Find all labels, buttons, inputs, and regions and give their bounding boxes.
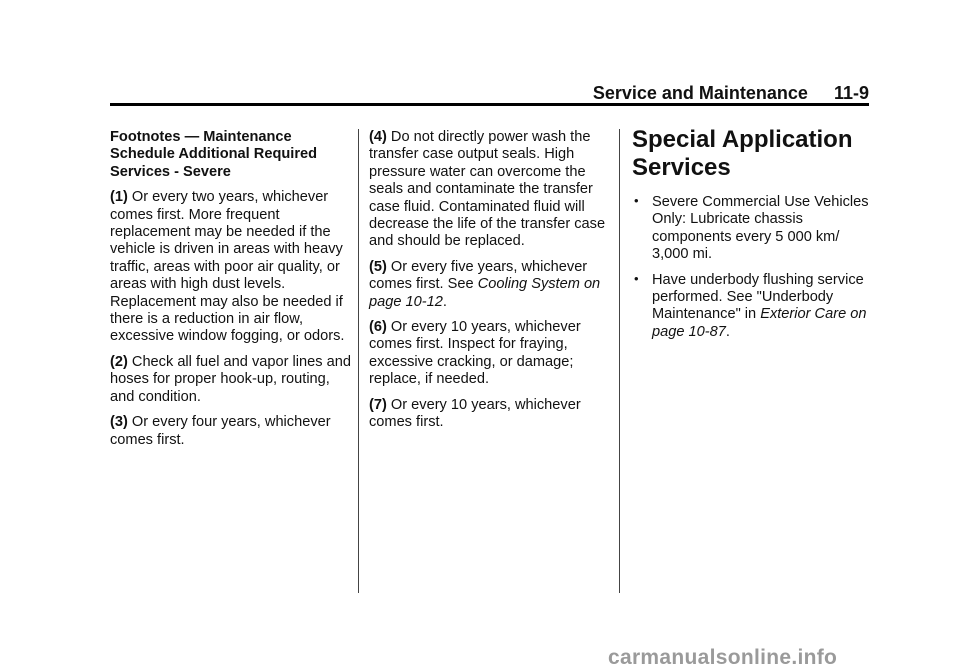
footnote-text: Or every 10 years, whichever comes first. <box>369 396 581 431</box>
footnote-number: (3) <box>110 414 128 431</box>
bullet-icon: • <box>634 270 639 286</box>
footnote-2 <box>110 354 355 406</box>
section-title-header: Service and Maintenance <box>592 83 808 103</box>
footnote-number: (2) <box>110 353 128 370</box>
footnote-text: Check all fuel and vapor lines and hoses for proper hook-up, routing, and condition. <box>110 353 351 405</box>
footnote-number: (5) <box>369 258 387 275</box>
services-list <box>632 194 872 341</box>
cross-reference-link[interactable]: Cooling System on page 10-12 <box>369 276 601 310</box>
page-header <box>110 82 869 104</box>
footnote-number: (4) <box>369 129 387 145</box>
column-2 <box>369 129 611 440</box>
footnotes-heading: Footnotes — Maintenance Schedule Additional Required Services - Severe <box>110 129 318 180</box>
page-number: 11-9 <box>833 83 869 103</box>
footnote-6 <box>369 319 611 389</box>
column-divider-1 <box>358 129 359 593</box>
header-rule <box>110 103 869 106</box>
footnote-3 <box>110 414 355 449</box>
column-3 <box>632 126 872 349</box>
column-divider-2 <box>619 129 620 593</box>
footnote-text: Or every 10 years, whichever comes first. Inspect for fraying, excessive cracking, or damage; replace, if needed. <box>369 319 581 388</box>
bullet-icon: • <box>634 193 639 208</box>
footnote-text: Or every four years, whichever comes first. <box>110 414 331 448</box>
footnote-1 <box>110 189 355 346</box>
footnote-number: (6) <box>369 319 387 336</box>
footnote-number: (1) <box>110 189 128 206</box>
column-1 <box>110 129 355 457</box>
footnote-number: (7) <box>369 396 387 413</box>
header-text <box>593 82 869 104</box>
footnote-text: Or every two years, whichever comes first. More frequent replacement may be needed if the vehicle is driven in areas with heavy traffic, areas with poor air quality, or areas with high dust levels. Replacement may also be needed if there is a reduction in air flow, excessive window fogging, or odors. <box>110 189 345 345</box>
footnote-text: Or every five years, whichever comes first. See <box>369 258 588 293</box>
footnote-text: Do not directly power wash the transfer case output seals. High pressure water can overcome the seals and contaminate the transfer case fluid. Contaminated fluid will decrease the life of the transfer case and should be replaced. <box>369 129 606 250</box>
footnote-5 <box>369 259 611 311</box>
bullet-text-end: . <box>725 323 730 340</box>
list-item <box>632 272 872 342</box>
footnote-7 <box>369 397 611 432</box>
special-services-title: Special Application Services <box>632 126 853 181</box>
cross-reference-link[interactable]: Exterior Care on page 10-87 <box>652 306 867 340</box>
bullet-text: Have underbody flushing service performed. See "Underbody Maintenance" in <box>652 271 864 323</box>
footnote-text-end: . <box>442 293 447 310</box>
watermark: carmanualsonline.info <box>608 646 838 669</box>
list-item <box>632 194 872 264</box>
bullet-text: Severe Commercial Use Vehicles Only: Lubricate chassis components every 5 000 km/ 3,000 mi. <box>652 194 869 263</box>
footnote-4 <box>369 129 611 251</box>
